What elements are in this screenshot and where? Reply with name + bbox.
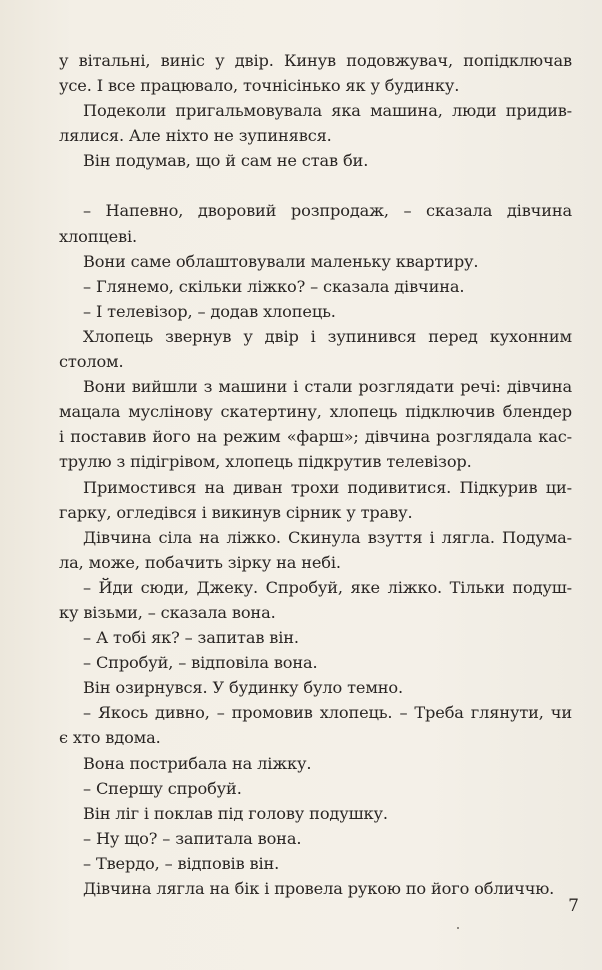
paragraph-19 — [59, 801, 572, 826]
text-line: – Спершу спробуй. — [83, 778, 242, 798]
text-line: гарку, огледівся і викинув сірник у траву. — [59, 502, 413, 522]
text-line: Він подумав, що й сам не став би. — [83, 151, 369, 171]
paragraph-8 — [59, 324, 572, 349]
paragraph-10 — [59, 475, 572, 500]
paragraph-10-cont — [59, 500, 572, 525]
text-line: – І телевізор, – додав хлопець. — [83, 301, 336, 321]
text-line: Вона пострибала на ліжку. — [83, 753, 312, 773]
text-line: мацала муслінову скатертину, хлопець підключив блендер — [59, 402, 572, 422]
text-line: Він озирнувся. У будинку було темно. — [83, 678, 404, 698]
paragraph-4 — [59, 198, 572, 223]
text-line: – Твердо, – відповів він. — [83, 853, 280, 873]
paragraph-17 — [59, 751, 572, 776]
text-line: Він ліг і поклав під голову подушку. — [83, 803, 388, 823]
paragraph-11-cont — [59, 550, 572, 575]
text-line: – Спробуй, – відповіла вона. — [83, 653, 318, 673]
text-line: ла, може, побачить зірку на небі. — [59, 552, 341, 572]
text-line: і поставив його на режим «фарш»; дівчина розглядала кас- — [59, 427, 572, 447]
text-line: – Глянемо, скільки ліжко? – сказала дівчина. — [83, 276, 465, 296]
paragraph-15 — [59, 675, 572, 700]
paragraph-16-cont — [59, 725, 572, 750]
paragraph-20 — [59, 826, 572, 851]
text-line: – А тобі як? – запитав він. — [83, 628, 299, 648]
text-line: хлопцеві. — [59, 226, 138, 246]
paragraph-12-cont — [59, 600, 572, 625]
paragraph-22 — [59, 876, 572, 901]
paragraph-14 — [59, 650, 572, 675]
text-line: ку візьми, – сказала вона. — [59, 602, 276, 622]
text-line: – Якось дивно, – промовив хлопець. – Треба глянути, чи — [83, 703, 572, 723]
paragraph-7 — [59, 299, 572, 324]
paragraph-21 — [59, 851, 572, 876]
text-line: лялися. Але ніхто не зупинявся. — [59, 126, 332, 146]
paragraph-5 — [59, 249, 572, 274]
paragraph-1 — [59, 48, 572, 98]
paragraph-2 — [59, 98, 572, 123]
paragraph-6 — [59, 274, 572, 299]
paragraph-9 — [59, 374, 572, 399]
paragraph-12 — [59, 575, 572, 600]
paragraph-2-cont — [59, 123, 572, 148]
paragraph-3 — [59, 148, 572, 173]
text-line: Вони вийшли з машини і стали розглядати речі: дівчина — [83, 377, 572, 397]
text-line: – Йди сюди, Джеку. Спробуй, яке ліжко. Тільки подуш- — [83, 577, 572, 597]
text-line: – Напевно, дворовий розпродаж, – сказала дівчина — [83, 201, 572, 221]
text-line: трулю з підігрівом, хлопець підкрутив телевізор. — [59, 452, 472, 472]
text-line: Хлопець звернув у двір і зупинився перед кухонним — [83, 326, 572, 346]
text-line: є хто вдома. — [59, 728, 161, 748]
text-line: Вони саме облаштовували маленьку квартиру. — [83, 251, 479, 271]
text-line: столом. — [59, 352, 124, 372]
text-line: Дівчина сіла на ліжко. Скинула взуття і лягла. Подума- — [83, 527, 572, 547]
page-text — [59, 48, 572, 901]
text-line: усе. І все працювало, точнісінько як у будинку. — [59, 76, 460, 96]
paragraph-9-cont — [59, 399, 572, 474]
text-line: Дівчина лягла на бік і провела рукою по його обличчю. — [83, 879, 555, 898]
paragraph-4-cont — [59, 224, 572, 249]
paragraph-8-cont — [59, 349, 572, 374]
text-line: Примостився на диван трохи подивитися. Підкурив ци- — [83, 477, 572, 497]
paragraph-16 — [59, 700, 572, 725]
paragraph-11 — [59, 525, 572, 550]
paper-speck — [457, 927, 459, 929]
paragraph-13 — [59, 625, 572, 650]
page-number: 7 — [568, 896, 579, 916]
text-line: у вітальні, виніс у двір. Кинув подовжувач, попідключав — [59, 51, 572, 70]
paragraph-18 — [59, 776, 572, 801]
text-line: Подеколи пригальмовувала яка машина, люди придив- — [83, 101, 572, 121]
text-line: – Ну що? – запитала вона. — [83, 828, 302, 848]
